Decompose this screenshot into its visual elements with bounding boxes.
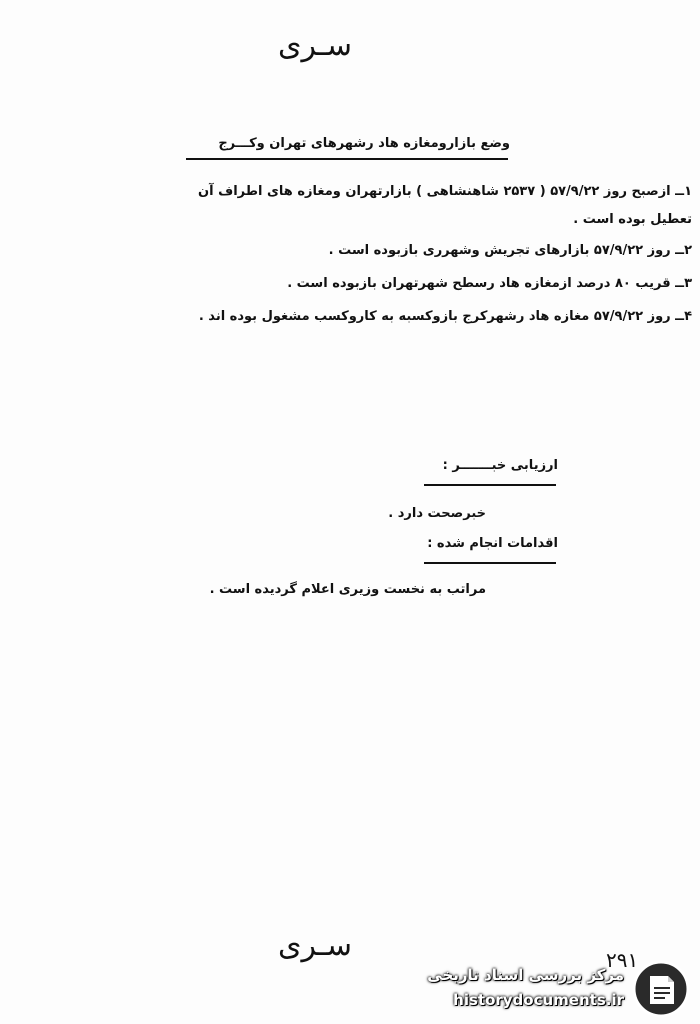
- page-number: ۲۹۱: [606, 948, 639, 972]
- evaluation-underline: [424, 484, 556, 486]
- report-item-2: ۲ــ روز ۵۷/۹/۲۲ بازارهای تجریش وشهرری بازبوده است .: [328, 243, 692, 258]
- report-item-1-continuation: تعطیل بوده است .: [573, 212, 692, 227]
- watermark-title: مرکز بررسی اسناد تاریخی: [427, 966, 624, 984]
- evaluation-title: ارزیابی خبـــــــر :: [442, 458, 558, 473]
- actions-underline: [424, 562, 556, 564]
- actions-text: مراتب به نخست وزیری اعلام گردیده است .: [209, 582, 486, 597]
- classification-stamp-top: سـری: [278, 28, 352, 63]
- watermark-url: historydocuments.ir: [453, 991, 624, 1009]
- actions-title: اقدامات انجام شده :: [427, 536, 558, 551]
- document-archive-logo-icon: [632, 960, 690, 1018]
- heading-underline: [186, 158, 508, 160]
- evaluation-text: خبرصحت دارد .: [388, 506, 486, 521]
- report-item-1: ۱ــ ازصبح روز ۵۷/۹/۲۲ ( ۲۵۳۷ شاهنشاهی ) بازارتهران ومغازه های اطراف آن: [198, 184, 692, 199]
- classification-stamp-bottom: سـری: [278, 928, 352, 963]
- report-item-4: ۴ــ روز ۵۷/۹/۲۲ مغازه هاد رشهرکرج بازوکسبه به کاروکسب مشغول بوده اند .: [198, 309, 692, 324]
- archive-watermark: [404, 958, 694, 1018]
- report-item-3: ۳ــ قریب ۸۰ درصد ازمغازه هاد رسطح شهرتهران بازبوده است .: [287, 276, 692, 291]
- document-heading: وضع بازارومغازه هاد رشهرهای تهران وکـــرج: [218, 136, 510, 151]
